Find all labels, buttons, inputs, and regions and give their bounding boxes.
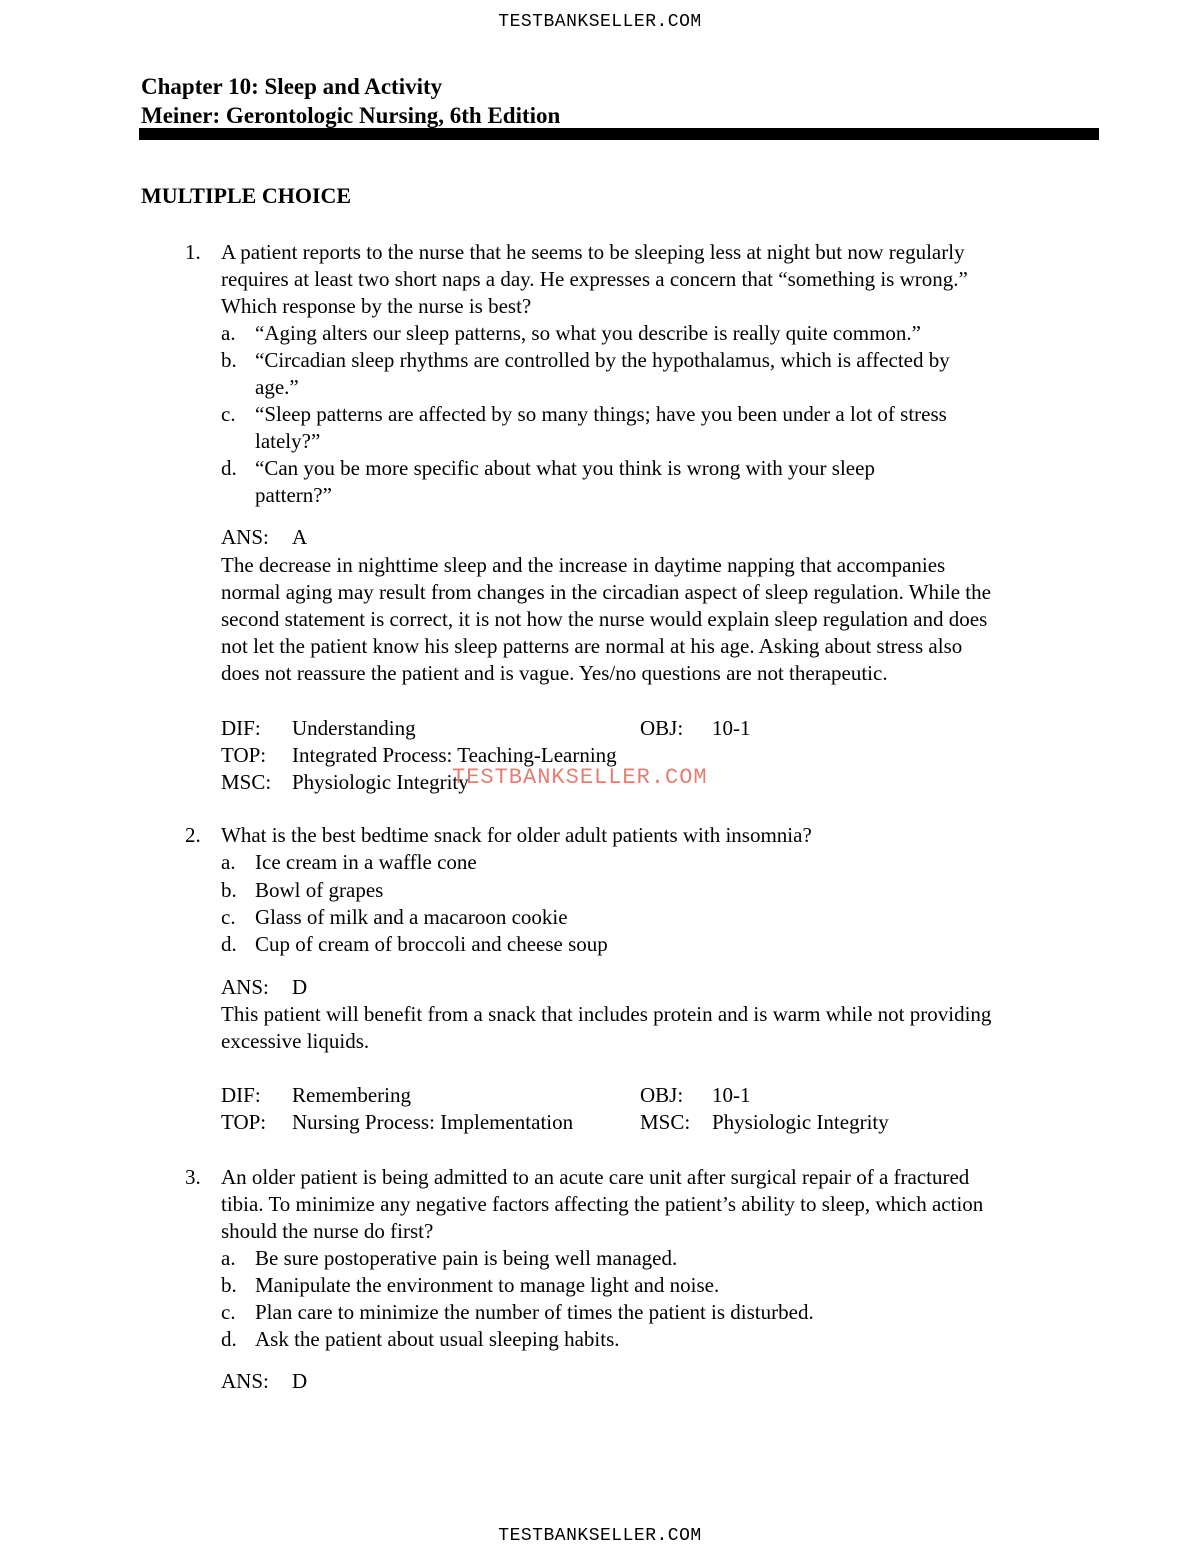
option-text: Be sure postoperative pain is being well managed. xyxy=(255,1246,678,1270)
rationale-line: This patient will benefit from a snack that includes protein and is warm while not providing xyxy=(221,1002,992,1026)
obj-value: 10-1 xyxy=(712,716,751,740)
question-number: 3. xyxy=(185,1165,201,1189)
question-number: 1. xyxy=(185,240,201,264)
question-stem-line: A patient reports to the nurse that he seems to be sleeping less at night but now regularly xyxy=(221,240,965,264)
answer-value: A xyxy=(292,525,308,549)
option-text: Plan care to minimize the number of times the patient is disturbed. xyxy=(255,1300,814,1324)
option-text: “Sleep patterns are affected by so many things; have you been under a lot of stress xyxy=(255,402,947,426)
section-heading: MULTIPLE CHOICE xyxy=(141,183,352,208)
option-text: age.” xyxy=(255,375,299,399)
option-text: “Circadian sleep rhythms are controlled by the hypothalamus, which is affected by xyxy=(255,348,950,372)
option-letter: b. xyxy=(221,878,237,902)
option-letter: b. xyxy=(221,1273,237,1297)
rationale-line: not let the patient know his sleep patterns are normal at his age. Asking about stress also xyxy=(221,634,963,658)
question-stem-line: What is the best bedtime snack for older adult patients with insomnia? xyxy=(221,823,812,847)
book-title: Meiner: Gerontologic Nursing, 6th Edition xyxy=(141,103,561,128)
obj-value: 10-1 xyxy=(712,1083,751,1107)
question-stem-line: Which response by the nurse is best? xyxy=(221,294,532,318)
msc-label: MSC: xyxy=(221,770,272,794)
option-text: Ask the patient about usual sleeping habits. xyxy=(255,1327,620,1351)
option-text: Manipulate the environment to manage light and noise. xyxy=(255,1273,720,1297)
answer-label: ANS: xyxy=(221,1369,269,1393)
rationale-line: excessive liquids. xyxy=(221,1029,370,1053)
question-stem-line: should the nurse do first? xyxy=(221,1219,434,1243)
answer-value: D xyxy=(292,1369,308,1393)
top-value: Integrated Process: Teaching-Learning xyxy=(292,743,617,767)
option-letter: d. xyxy=(221,456,237,480)
option-text: Ice cream in a waffle cone xyxy=(255,850,477,874)
rationale-line: normal aging may result from changes in the circadian aspect of sleep regulation. While the xyxy=(221,580,991,604)
option-text: Glass of milk and a macaroon cookie xyxy=(255,905,568,929)
option-text: pattern?” xyxy=(255,483,332,507)
chapter-title: Chapter 10: Sleep and Activity xyxy=(141,74,443,99)
option-text: “Aging alters our sleep patterns, so what you describe is really quite common.” xyxy=(255,321,921,345)
question-number: 2. xyxy=(185,823,201,847)
title-rule xyxy=(139,128,1099,140)
option-letter: c. xyxy=(221,905,236,929)
obj-label: OBJ: xyxy=(640,716,684,740)
obj-label: OBJ: xyxy=(640,1083,684,1107)
rationale-line: The decrease in nighttime sleep and the increase in daytime napping that accompanies xyxy=(221,553,946,577)
dif-label: DIF: xyxy=(221,716,261,740)
dif-label: DIF: xyxy=(221,1083,261,1107)
msc-value: Physiologic Integrity xyxy=(712,1110,889,1134)
question-stem-line: tibia. To minimize any negative factors affecting the patient’s ability to sleep, which action xyxy=(221,1192,984,1216)
option-letter: a. xyxy=(221,1246,236,1270)
header-site-text: TESTBANKSELLER.COM xyxy=(498,12,702,32)
msc-value: Physiologic Integrity xyxy=(292,770,469,794)
option-text: lately?” xyxy=(255,429,321,453)
option-letter: c. xyxy=(221,1300,236,1324)
footer-site-text: TESTBANKSELLER.COM xyxy=(498,1526,702,1546)
option-letter: d. xyxy=(221,1327,237,1351)
rationale-line: does not reassure the patient and is vague. Yes/no questions are not therapeutic. xyxy=(221,661,888,685)
answer-label: ANS: xyxy=(221,525,269,549)
option-letter: a. xyxy=(221,321,236,345)
dif-value: Understanding xyxy=(292,716,416,740)
option-letter: a. xyxy=(221,850,236,874)
option-letter: b. xyxy=(221,348,237,372)
option-letter: d. xyxy=(221,932,237,956)
question-stem-line: requires at least two short naps a day. He expresses a concern that “something is wrong.” xyxy=(221,267,968,291)
option-text: “Can you be more specific about what you think is wrong with your sleep xyxy=(255,456,875,480)
msc-label: MSC: xyxy=(640,1110,691,1134)
top-value: Nursing Process: Implementation xyxy=(292,1110,574,1134)
option-letter: c. xyxy=(221,402,236,426)
option-text: Cup of cream of broccoli and cheese soup xyxy=(255,932,608,956)
option-text: Bowl of grapes xyxy=(255,878,384,902)
watermark-text: TESTBANKSELLER.COM xyxy=(452,765,708,790)
rationale-line: second statement is correct, it is not how the nurse would explain sleep regulation and does xyxy=(221,607,988,631)
top-label: TOP: xyxy=(221,1110,267,1134)
answer-value: D xyxy=(292,975,308,999)
question-stem-line: An older patient is being admitted to an acute care unit after surgical repair of a fractured xyxy=(221,1165,970,1189)
dif-value: Remembering xyxy=(292,1083,411,1107)
top-label: TOP: xyxy=(221,743,267,767)
answer-label: ANS: xyxy=(221,975,269,999)
